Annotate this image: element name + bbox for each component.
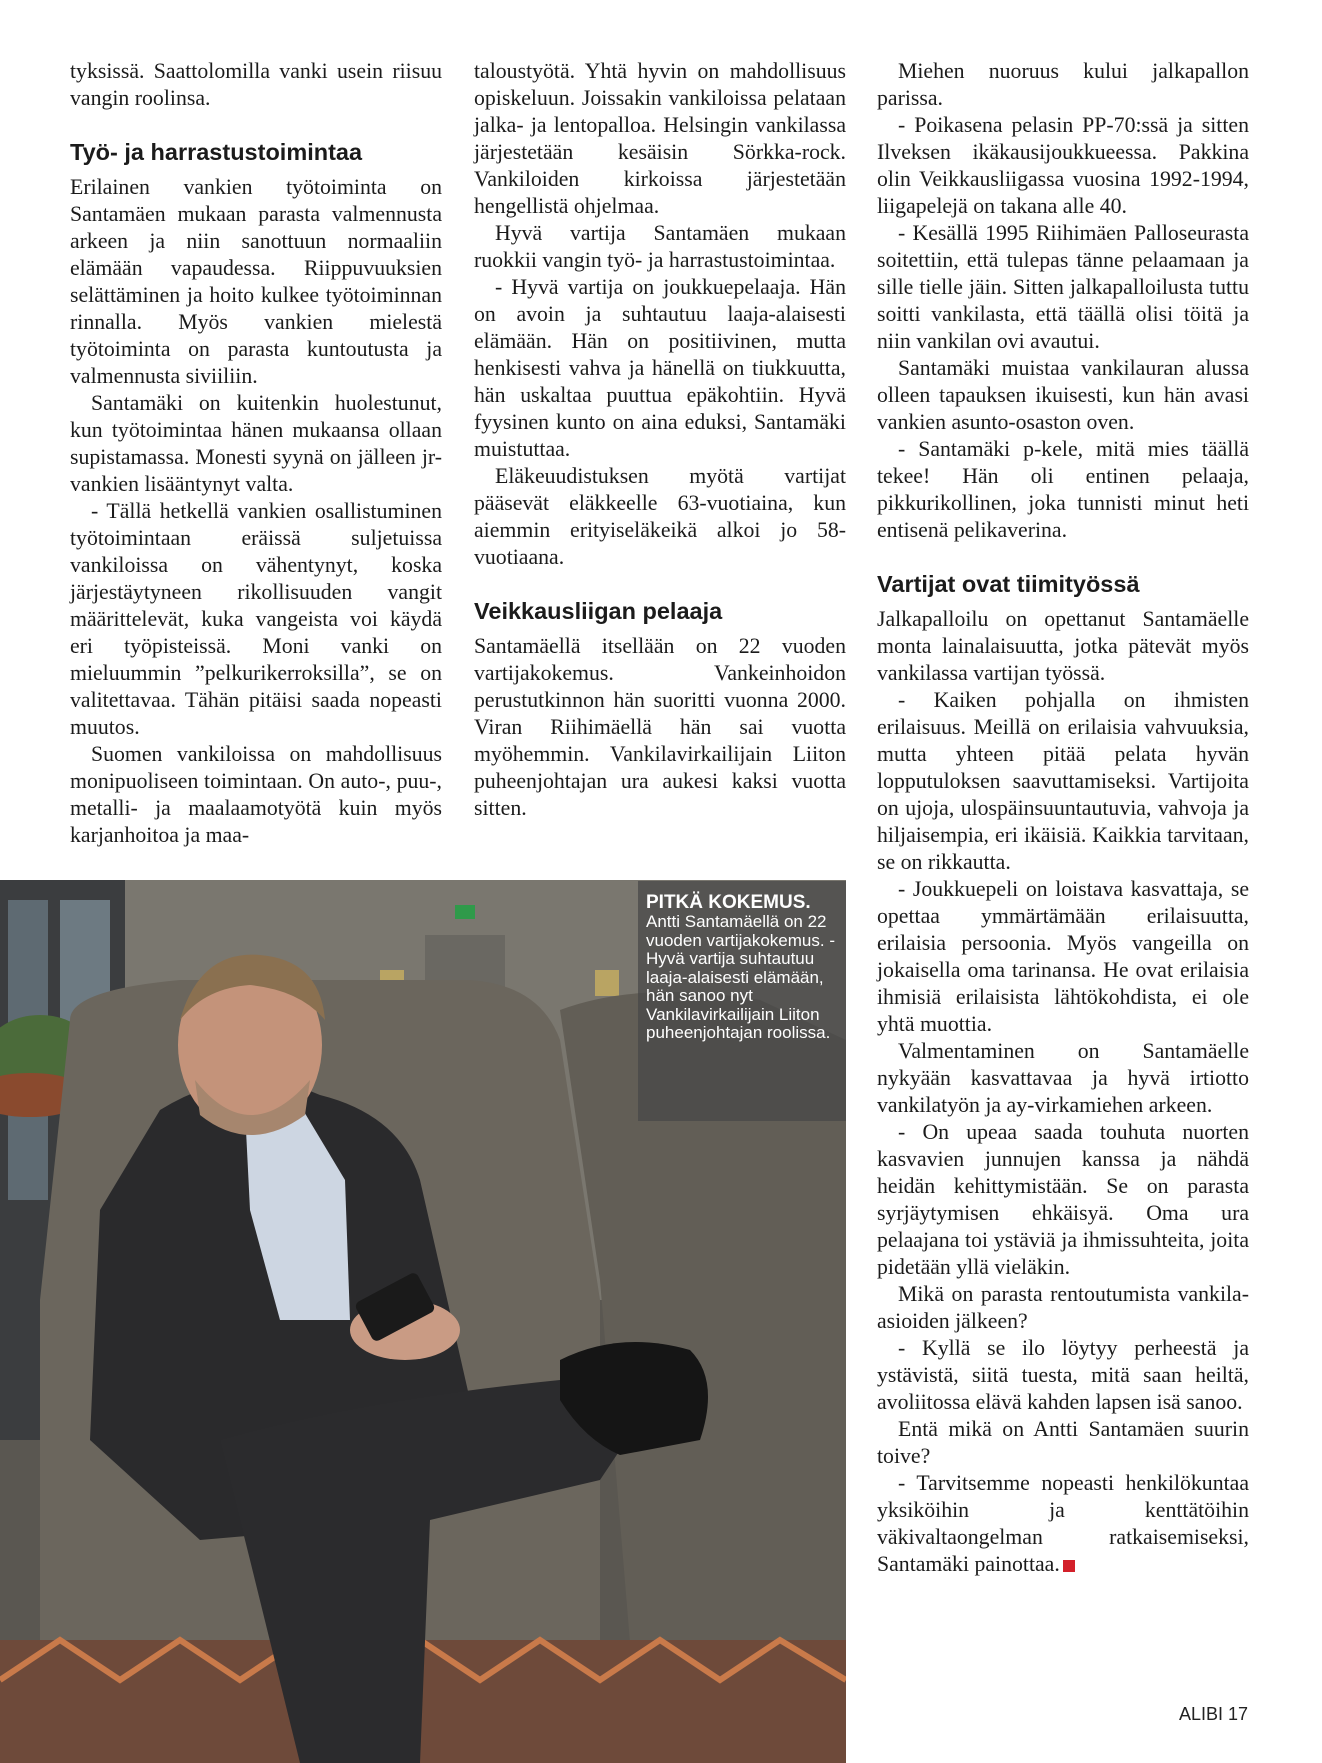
paragraph: - On upeaa saada touhuta nuorten kasvavien junnujen kanssa ja nähdä heidän kehittymistään. Se on parasta syrjäytymisen ehkäisyä. Oma ura pelaajana toi ystäviä ja ihmissuhteita, joita pidetään yllä vieläkin. <box>877 1120 1249 1279</box>
article-column-2 <box>474 58 846 822</box>
paragraph: - Hyvä vartija on joukkuepelaaja. Hän on avoin ja suhtautuu laaja-alaisesti elämään. Hän on positiivinen, mutta henkisesti vahva ja hänellä on tiukkuutta, hän uskaltaa puuttua epäkohtiin. Hyvä fyysinen kunto on aina eduksi, Santamäki muistuttaa. <box>474 275 846 461</box>
section-heading: Veikkausliigan pelaaja <box>474 598 723 624</box>
section-heading: Vartijat ovat tiimityössä <box>877 571 1140 597</box>
paragraph: Erilainen vankien työtoiminta on Santamäen mukaan parasta valmennusta arkeen ja niin sanottuun normaaliin elämään vapaudessa. Riippuvuuksien selättäminen ja hoito kulkee työtoiminnan rinnalla. Myös vankien mielestä työtoiminta on parasta kuntoutusta ja valmennusta siviiliin. <box>70 175 442 388</box>
end-mark-icon <box>1063 1560 1075 1572</box>
photo-caption <box>638 881 846 1121</box>
section-heading: Työ- ja harrastustoimintaa <box>70 139 363 165</box>
paragraph: Jalkapalloilu on opettanut Santamäelle monta lainalaisuutta, jotka pätevät myös vankilassa vartijan työssä. <box>877 607 1249 685</box>
paragraph: - Santamäki p-kele, mitä mies täällä tekee! Hän oli entinen pelaaja, pikkurikollinen, joka tunnisti minut heti entisenä pelikaverina. <box>877 437 1249 542</box>
paragraph: - Tällä hetkellä vankien osallistuminen työtoimintaan eräissä suljetuissa vankiloissa on vähentynyt, koska järjestäytyneen rikollisuuden vangit määrittelevät, kuka vangeista voi käydä eri työpisteissä. Moni vanki on mieluummin ”pelkurikerroksilla”, se on valitettavaa. Tähän pitäisi saada nopeasti muutos. <box>70 499 442 739</box>
paragraph: Santamäki muistaa vankilauran alussa olleen tapauksen ikuisesti, kun hän avasi vankien asunto-osaston oven. <box>877 356 1249 434</box>
paragraph: Santamäki on kuitenkin huolestunut, kun työtoimintaa hänen mukaansa ollaan supistamassa. Monesti syynä on jälleen jr-vankien lisääntynyt valta. <box>70 391 442 496</box>
paragraph: Suomen vankiloissa on mahdollisuus monipuoliseen toimintaan. On auto-, puu-, metalli- ja maalaamotyötä kuin myös karjanhoitoa ja maa- <box>70 742 442 847</box>
paragraph: Eläkeuudistuksen myötä vartijat pääsevät eläkkeelle 63-vuotiaina, kun aiemmin erityiseläkeikä alkoi jo 58-vuotiaana. <box>474 464 846 569</box>
paragraph: - Kesällä 1995 Riihimäen Palloseurasta soitettiin, että tulepas tänne pelaamaan ja sille tielle jäin. Sitten jalkapalloilusta tuttu soitti vankilasta, että täällä olisi töitä ja niin vankilan ovi avautui. <box>877 221 1249 353</box>
paragraph: tyksissä. Saattolomilla vanki usein riisuu vangin roolinsa. <box>70 59 442 110</box>
paragraph: Entä mikä on Antti Santamäen suurin toive? <box>877 1417 1249 1468</box>
paragraph: Hyvä vartija Santamäen mukaan ruokkii vangin työ- ja harrastustoimintaa. <box>474 221 846 272</box>
caption-text: Antti Santamäellä on 22 vuoden vartijakokemus. - Hyvä vartija suhtautuu laaja-alaisesti elämään, hän sanoo nyt Vankilavirkailijain Liiton puheenjohtajan roolissa. <box>646 912 835 1042</box>
paragraph <box>877 1470 1249 1578</box>
caption-title: PITKÄ KOKEMUS. <box>646 892 811 913</box>
article-column-3 <box>877 58 1249 1578</box>
paragraph: - Poikasena pelasin PP-70:ssä ja sitten Ilveksen ikäkausijoukkueessa. Pakkina olin Veikkausliigassa vuosina 1992-1994, liigapelejä on takana alle 40. <box>877 113 1249 218</box>
paragraph: - Kyllä se ilo löytyy perheestä ja ystävistä, siitä tuesta, mitä saan heiltä, avoliitossa elävä kahden lapsen isä sanoo. <box>877 1336 1249 1414</box>
paragraph: - Joukkuepeli on loistava kasvattaja, se opettaa ymmärtämään erilaisuutta, erilaisia persoonia. Myös vangeilla on jokaisella oma tarinansa. He ovat erilaisia ihmisiä erilaisista lähtökohdista, ei ole yhtä muottia. <box>877 877 1249 1036</box>
paragraph-text: - Tarvitsemme nopeasti henkilökuntaa yksiköihin ja kenttätöihin väkivaltaongelman ratkaisemiseksi, Santamäki painottaa. <box>877 1471 1249 1576</box>
paragraph: Mikä on parasta rentoutumista vankila-asioiden jälkeen? <box>877 1282 1249 1333</box>
paragraph: Valmentaminen on Santamäelle nykyään kasvattavaa ja hyvä irtiotto vankilatyön ja ay-virkamiehen arkeen. <box>877 1039 1249 1117</box>
paragraph: taloustyötä. Yhtä hyvin on mahdollisuus opiskeluun. Joissakin vankiloissa pelataan jalka- ja lentopalloa. Helsingin vankilassa järjestetään kesäisin Sörkka-rock. Vankiloiden kirkoissa järjestetään hengellistä ohjelmaa. <box>474 59 846 218</box>
paragraph: Miehen nuoruus kului jalkapallon parissa. <box>877 59 1249 110</box>
article-column-1 <box>70 58 442 849</box>
paragraph: Santamäellä itsellään on 22 vuoden vartijakokemus. Vankeinhoidon perustutkinnon hän suoritti vuonna 2000. Viran Riihimäellä hän sai vuotta myöhemmin. Vankilavirkailijain Liiton puheenjohtajan ura aukesi kaksi vuotta sitten. <box>474 634 846 820</box>
paragraph: - Kaiken pohjalla on ihmisten erilaisuus. Meillä on erilaisia vahvuuksia, mutta yhteen pitää pelata hyvän lopputuloksen saavuttamiseksi. Vartijoita on ujoja, ulospäinsuuntautuvia, vahvoja ja hiljaisempia, eri ikäisiä. Kaikkia tarvitaan, se on rikkautta. <box>877 688 1249 874</box>
page-number: ALIBI 17 <box>1178 1704 1248 1724</box>
